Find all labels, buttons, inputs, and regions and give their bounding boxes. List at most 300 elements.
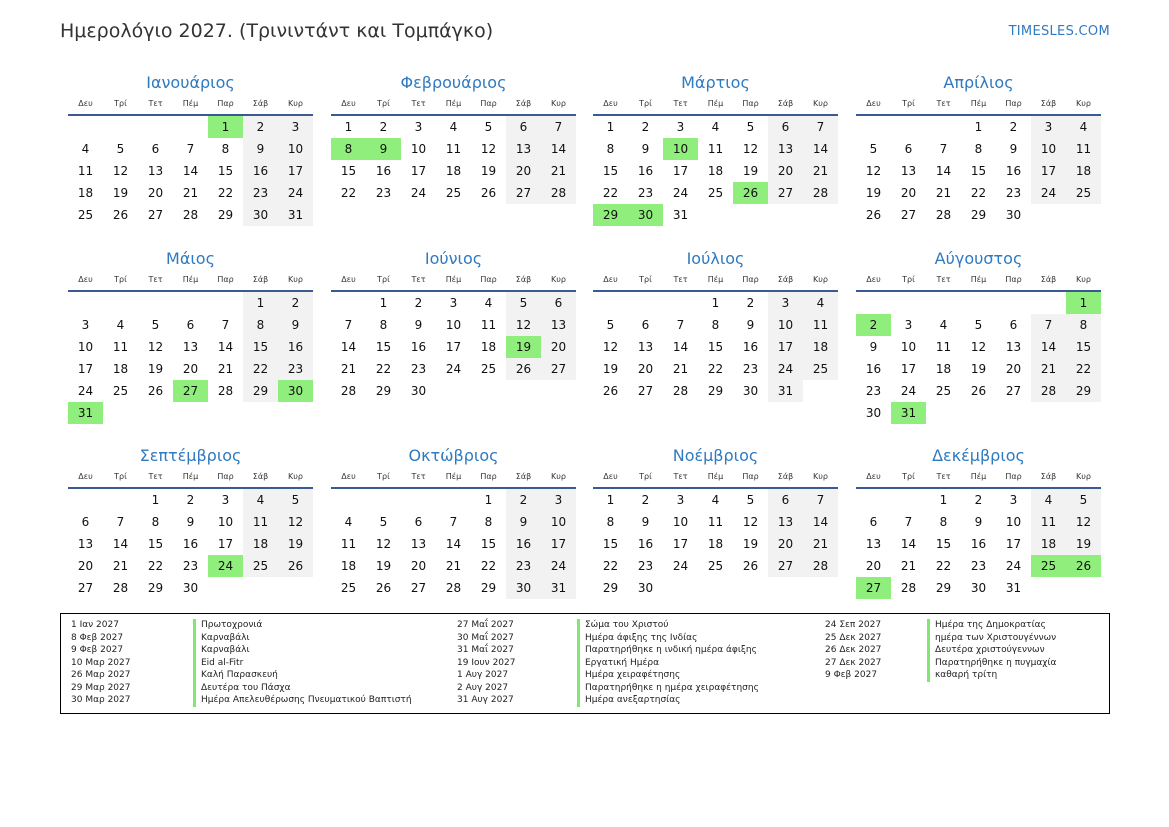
day-cell: 1 bbox=[484, 493, 493, 507]
holiday-date: 9 Φεβ 2027 bbox=[71, 645, 124, 655]
day-cell: 13 bbox=[182, 340, 199, 354]
month-name: Φεβρουάριος bbox=[400, 73, 507, 92]
day-cell: 27 bbox=[541, 358, 576, 380]
weekday-label: Τρί bbox=[639, 99, 652, 108]
weekday-label: Κυρ bbox=[1076, 99, 1091, 108]
day-cell: 11 bbox=[803, 314, 838, 336]
weekday-label: Κυρ bbox=[288, 99, 303, 108]
weekday-label: Σάβ bbox=[252, 99, 269, 108]
day-cell: 11 bbox=[77, 164, 94, 178]
holiday-name: ημέρα των Χριστουγέννων bbox=[927, 632, 1056, 645]
holiday-name: Παρατηρήθηκε η πυγμαχία bbox=[927, 657, 1056, 670]
weekday-label: Σάβ bbox=[252, 472, 269, 481]
day-cell: 7 bbox=[186, 142, 195, 156]
holiday-day-cell: 27 bbox=[173, 380, 208, 402]
day-cell: 17 bbox=[445, 340, 462, 354]
day-grid bbox=[68, 116, 313, 226]
holiday-date: 30 Μαΐ 2027 bbox=[457, 632, 514, 643]
day-cell: 13 bbox=[637, 340, 654, 354]
weekday-label: Τρί bbox=[377, 99, 390, 108]
day-cell: 25 bbox=[243, 555, 278, 577]
holiday-date: 31 Μαΐ 2027 bbox=[457, 645, 514, 655]
day-cell: 6 bbox=[81, 515, 90, 529]
day-cell: 29 bbox=[480, 581, 497, 595]
day-cell: 26 bbox=[112, 208, 129, 222]
day-cell: 27 bbox=[900, 208, 917, 222]
weekday-label: Παρ bbox=[217, 275, 234, 284]
month-block bbox=[68, 248, 313, 424]
day-cell: 27 bbox=[506, 182, 541, 204]
day-cell: 19 bbox=[742, 164, 759, 178]
weekday-label: Τρί bbox=[639, 275, 652, 284]
weekday-label: Δευ bbox=[866, 472, 881, 481]
day-cell: 10 bbox=[1031, 138, 1066, 160]
day-cell: 5 bbox=[746, 120, 755, 134]
day-cell: 10 bbox=[1005, 515, 1022, 529]
day-cell: 13 bbox=[768, 511, 803, 533]
day-cell: 19 bbox=[375, 559, 392, 573]
day-cell: 21 bbox=[112, 559, 129, 573]
day-cell: 27 bbox=[637, 384, 654, 398]
day-cell: 28 bbox=[340, 384, 357, 398]
holiday-day-cell: 27 bbox=[856, 577, 891, 599]
holiday-day-cell: 24 bbox=[208, 555, 243, 577]
day-cell: 28 bbox=[541, 182, 576, 204]
day-cell: 10 bbox=[410, 142, 427, 156]
day-cell: 12 bbox=[506, 314, 541, 336]
holiday-date: 26 Δεκ 2027 bbox=[825, 645, 882, 655]
day-cell: 3 bbox=[278, 116, 313, 138]
day-cell: 14 bbox=[803, 138, 838, 160]
holiday-day-cell: 30 bbox=[628, 204, 663, 226]
holiday-day-cell: 26 bbox=[733, 182, 768, 204]
weekday-label: Πέμ bbox=[182, 472, 199, 481]
empty-cell bbox=[856, 292, 891, 314]
day-cell: 6 bbox=[186, 318, 195, 332]
day-cell: 24 bbox=[541, 555, 576, 577]
day-cell: 29 bbox=[147, 581, 164, 595]
day-cell: 6 bbox=[869, 515, 878, 529]
day-cell: 28 bbox=[182, 208, 199, 222]
day-cell: 7 bbox=[939, 142, 948, 156]
empty-cell bbox=[68, 489, 103, 511]
holiday-date: 29 Μαρ 2027 bbox=[71, 682, 131, 693]
day-cell: 10 bbox=[77, 340, 94, 354]
day-cell: 2 bbox=[186, 493, 195, 507]
day-cell: 21 bbox=[182, 186, 199, 200]
day-cell: 28 bbox=[217, 384, 234, 398]
day-cell: 24 bbox=[672, 186, 689, 200]
day-cell: 15 bbox=[147, 537, 164, 551]
day-cell: 18 bbox=[707, 537, 724, 551]
legend-column bbox=[825, 619, 1056, 682]
legend-row bbox=[825, 669, 1056, 682]
day-cell: 15 bbox=[707, 340, 724, 354]
day-cell: 17 bbox=[900, 362, 917, 376]
legend-row bbox=[457, 657, 759, 670]
holiday-date: 27 Δεκ 2027 bbox=[825, 657, 882, 668]
day-cell: 20 bbox=[182, 362, 199, 376]
day-cell: 22 bbox=[707, 362, 724, 376]
weekday-label: Σάβ bbox=[515, 99, 532, 108]
day-cell: 24 bbox=[1005, 559, 1022, 573]
day-cell: 21 bbox=[672, 362, 689, 376]
day-cell: 23 bbox=[970, 559, 987, 573]
day-cell: 10 bbox=[768, 314, 803, 336]
day-cell: 23 bbox=[742, 362, 759, 376]
day-cell: 30 bbox=[970, 581, 987, 595]
day-cell: 2 bbox=[746, 296, 755, 310]
holiday-date: 26 Μαρ 2027 bbox=[71, 670, 131, 680]
legend-row bbox=[71, 694, 412, 707]
empty-cell bbox=[138, 116, 173, 138]
weekday-label: Δευ bbox=[603, 472, 618, 481]
day-cell: 23 bbox=[375, 186, 392, 200]
day-cell: 11 bbox=[112, 340, 129, 354]
weekday-label: Τετ bbox=[411, 275, 426, 284]
day-cell: 8 bbox=[974, 142, 983, 156]
day-cell: 18 bbox=[340, 559, 357, 573]
day-cell: 20 bbox=[410, 559, 427, 573]
day-cell: 23 bbox=[1005, 186, 1022, 200]
holiday-legend bbox=[60, 613, 1110, 714]
day-cell: 10 bbox=[445, 318, 462, 332]
weekday-label: Παρ bbox=[480, 275, 497, 284]
day-cell: 30 bbox=[243, 204, 278, 226]
day-cell: 22 bbox=[970, 186, 987, 200]
day-cell: 22 bbox=[602, 186, 619, 200]
weekday-label: Τετ bbox=[148, 472, 163, 481]
day-cell: 21 bbox=[340, 362, 357, 376]
day-cell: 4 bbox=[484, 296, 493, 310]
weekday-header bbox=[331, 270, 576, 292]
day-cell: 5 bbox=[869, 142, 878, 156]
weekday-label: Σάβ bbox=[777, 472, 794, 481]
day-cell: 12 bbox=[602, 340, 619, 354]
holiday-date: 31 Αυγ 2027 bbox=[457, 695, 514, 705]
day-cell: 29 bbox=[602, 581, 619, 595]
day-cell: 3 bbox=[81, 318, 90, 332]
holiday-name: Ημέρα χειραφέτησης bbox=[577, 669, 680, 682]
day-grid bbox=[331, 489, 576, 599]
holiday-name: Σώμα του Χριστού bbox=[577, 619, 669, 632]
day-cell: 9 bbox=[641, 142, 650, 156]
day-cell: 28 bbox=[672, 384, 689, 398]
day-cell: 26 bbox=[506, 358, 541, 380]
day-cell: 4 bbox=[1066, 116, 1101, 138]
day-cell: 12 bbox=[742, 515, 759, 529]
weekday-label: Τρί bbox=[639, 472, 652, 481]
day-cell: 8 bbox=[484, 515, 493, 529]
empty-cell bbox=[68, 292, 103, 314]
day-cell: 3 bbox=[1009, 493, 1018, 507]
day-cell: 4 bbox=[344, 515, 353, 529]
weekday-label: Παρ bbox=[742, 275, 759, 284]
day-cell: 17 bbox=[278, 160, 313, 182]
month-block bbox=[68, 72, 313, 226]
day-cell: 13 bbox=[410, 537, 427, 551]
day-grid bbox=[593, 489, 838, 599]
day-cell: 29 bbox=[1066, 380, 1101, 402]
legend-row bbox=[457, 669, 759, 682]
day-cell: 11 bbox=[340, 537, 357, 551]
empty-cell bbox=[173, 116, 208, 138]
day-cell: 5 bbox=[606, 318, 615, 332]
day-cell: 27 bbox=[410, 581, 427, 595]
day-cell: 5 bbox=[1066, 489, 1101, 511]
empty-cell bbox=[366, 489, 401, 511]
weekday-label: Παρ bbox=[1005, 275, 1022, 284]
weekday-label: Τρί bbox=[902, 275, 915, 284]
day-cell: 22 bbox=[217, 186, 234, 200]
weekday-label: Κυρ bbox=[288, 472, 303, 481]
weekday-label: Κυρ bbox=[813, 99, 828, 108]
empty-cell bbox=[926, 116, 961, 138]
day-cell: 4 bbox=[711, 493, 720, 507]
day-cell: 18 bbox=[1031, 533, 1066, 555]
weekday-label: Σάβ bbox=[252, 275, 269, 284]
day-grid bbox=[593, 116, 838, 226]
day-cell: 25 bbox=[480, 362, 497, 376]
day-cell: 13 bbox=[900, 164, 917, 178]
weekday-label: Παρ bbox=[217, 99, 234, 108]
day-cell: 3 bbox=[221, 493, 230, 507]
day-cell: 30 bbox=[182, 581, 199, 595]
empty-cell bbox=[628, 292, 663, 314]
weekday-label: Τετ bbox=[936, 472, 951, 481]
day-cell: 15 bbox=[1066, 336, 1101, 358]
legend-row bbox=[457, 632, 759, 645]
day-cell: 19 bbox=[970, 362, 987, 376]
day-cell: 15 bbox=[375, 340, 392, 354]
day-cell: 30 bbox=[410, 384, 427, 398]
day-cell: 20 bbox=[637, 362, 654, 376]
empty-cell bbox=[1031, 292, 1066, 314]
day-cell: 20 bbox=[900, 186, 917, 200]
empty-cell bbox=[331, 489, 366, 511]
weekday-label: Κυρ bbox=[1076, 472, 1091, 481]
day-cell: 18 bbox=[803, 336, 838, 358]
day-cell: 22 bbox=[147, 559, 164, 573]
holiday-name: Ημέρα Απελευθέρωσης Πνευματικού Βαπτιστή bbox=[193, 694, 412, 707]
day-cell: 2 bbox=[641, 120, 650, 134]
day-cell: 17 bbox=[1031, 160, 1066, 182]
day-cell: 26 bbox=[742, 559, 759, 573]
day-cell: 4 bbox=[1031, 489, 1066, 511]
day-cell: 25 bbox=[707, 186, 724, 200]
legend-row bbox=[457, 619, 759, 632]
day-cell: 24 bbox=[77, 384, 94, 398]
day-cell: 17 bbox=[217, 537, 234, 551]
weekday-label: Δευ bbox=[78, 99, 93, 108]
day-cell: 18 bbox=[77, 186, 94, 200]
day-cell: 16 bbox=[410, 340, 427, 354]
day-cell: 19 bbox=[278, 533, 313, 555]
day-cell: 21 bbox=[217, 362, 234, 376]
holiday-day-cell: 10 bbox=[663, 138, 698, 160]
day-cell: 1 bbox=[939, 493, 948, 507]
legend-column bbox=[457, 619, 759, 707]
day-cell: 19 bbox=[1066, 533, 1101, 555]
holiday-name: Ημέρα άφιξης της Ινδίας bbox=[577, 632, 697, 645]
month-block bbox=[593, 72, 838, 226]
day-cell: 28 bbox=[1031, 380, 1066, 402]
day-cell: 8 bbox=[606, 142, 615, 156]
weekday-label: Τρί bbox=[114, 275, 127, 284]
weekday-label: Τρί bbox=[114, 99, 127, 108]
brand-link[interactable]: TIMESLES.COM bbox=[1008, 24, 1110, 39]
month-block bbox=[68, 445, 313, 599]
weekday-label: Πέμ bbox=[707, 472, 724, 481]
holiday-day-cell: 31 bbox=[891, 402, 926, 424]
empty-cell bbox=[996, 292, 1031, 314]
day-cell: 6 bbox=[541, 292, 576, 314]
day-grid bbox=[331, 292, 576, 402]
day-cell: 5 bbox=[116, 142, 125, 156]
day-cell: 26 bbox=[278, 555, 313, 577]
holiday-name: Δευτέρα χριστούγεννων bbox=[927, 644, 1045, 657]
day-cell: 25 bbox=[935, 384, 952, 398]
legend-row bbox=[457, 644, 759, 657]
weekday-header bbox=[593, 467, 838, 489]
day-cell: 5 bbox=[151, 318, 160, 332]
day-cell: 26 bbox=[602, 384, 619, 398]
day-cell: 25 bbox=[340, 581, 357, 595]
day-cell: 4 bbox=[449, 120, 458, 134]
weekday-label: Παρ bbox=[1005, 472, 1022, 481]
month-name: Ιούλιος bbox=[686, 249, 745, 268]
weekday-label: Σάβ bbox=[1040, 472, 1057, 481]
holiday-day-cell: 2 bbox=[856, 314, 891, 336]
month-block bbox=[856, 445, 1101, 599]
day-cell: 7 bbox=[449, 515, 458, 529]
empty-cell bbox=[856, 116, 891, 138]
day-cell: 14 bbox=[217, 340, 234, 354]
calendar-title: Ημερολόγιο 2027. (Τρινιντάντ και Τομπάγκο) bbox=[60, 20, 494, 42]
day-cell: 23 bbox=[243, 182, 278, 204]
day-cell: 16 bbox=[1005, 164, 1022, 178]
month-block bbox=[331, 445, 576, 599]
day-cell: 8 bbox=[379, 318, 388, 332]
holiday-day-cell: 9 bbox=[366, 138, 401, 160]
day-cell: 7 bbox=[116, 515, 125, 529]
day-cell: 23 bbox=[182, 559, 199, 573]
day-cell: 23 bbox=[637, 559, 654, 573]
day-cell: 12 bbox=[970, 340, 987, 354]
day-cell: 28 bbox=[803, 555, 838, 577]
day-cell: 2 bbox=[379, 120, 388, 134]
month-name: Ιανουάριος bbox=[146, 73, 235, 92]
weekday-header bbox=[331, 94, 576, 116]
day-cell: 28 bbox=[900, 581, 917, 595]
day-cell: 7 bbox=[1031, 314, 1066, 336]
day-cell: 3 bbox=[768, 292, 803, 314]
weekday-label: Σάβ bbox=[1040, 275, 1057, 284]
day-cell: 9 bbox=[641, 515, 650, 529]
day-grid bbox=[593, 292, 838, 402]
day-cell: 26 bbox=[480, 186, 497, 200]
holiday-name: Καλή Παρασκευή bbox=[193, 669, 278, 682]
day-cell: 19 bbox=[147, 362, 164, 376]
day-cell: 20 bbox=[77, 559, 94, 573]
empty-cell bbox=[68, 116, 103, 138]
day-cell: 18 bbox=[1066, 160, 1101, 182]
day-cell: 22 bbox=[375, 362, 392, 376]
day-cell: 23 bbox=[506, 555, 541, 577]
weekday-label: Σάβ bbox=[777, 99, 794, 108]
day-cell: 14 bbox=[672, 340, 689, 354]
weekday-label: Δευ bbox=[341, 275, 356, 284]
legend-column bbox=[71, 619, 412, 707]
day-cell: 20 bbox=[865, 559, 882, 573]
day-cell: 9 bbox=[974, 515, 983, 529]
weekday-header bbox=[856, 94, 1101, 116]
weekday-label: Κυρ bbox=[551, 99, 566, 108]
empty-cell bbox=[208, 292, 243, 314]
empty-cell bbox=[926, 292, 961, 314]
day-cell: 13 bbox=[506, 138, 541, 160]
day-grid bbox=[68, 292, 313, 424]
weekday-label: Τετ bbox=[673, 275, 688, 284]
day-cell: 22 bbox=[340, 186, 357, 200]
empty-cell bbox=[593, 292, 628, 314]
weekday-label: Τρί bbox=[902, 99, 915, 108]
day-cell: 13 bbox=[147, 164, 164, 178]
day-cell: 21 bbox=[541, 160, 576, 182]
legend-row bbox=[457, 694, 759, 707]
holiday-day-cell: 30 bbox=[278, 380, 313, 402]
day-cell: 18 bbox=[445, 164, 462, 178]
day-cell: 8 bbox=[243, 314, 278, 336]
month-name: Ιούνιος bbox=[424, 249, 483, 268]
day-cell: 30 bbox=[865, 406, 882, 420]
day-cell: 6 bbox=[414, 515, 423, 529]
weekday-label: Τρί bbox=[377, 275, 390, 284]
day-cell: 11 bbox=[935, 340, 952, 354]
day-cell: 14 bbox=[900, 537, 917, 551]
holiday-date: 2 Αυγ 2027 bbox=[457, 682, 509, 693]
weekday-label: Κυρ bbox=[551, 275, 566, 284]
day-cell: 17 bbox=[410, 164, 427, 178]
holiday-name: Εργατική Ημέρα bbox=[577, 657, 659, 670]
empty-cell bbox=[401, 489, 436, 511]
day-cell: 18 bbox=[480, 340, 497, 354]
day-cell: 18 bbox=[243, 533, 278, 555]
day-cell: 2 bbox=[414, 296, 423, 310]
legend-row bbox=[825, 619, 1056, 632]
holiday-date: 10 Μαρ 2027 bbox=[71, 657, 131, 668]
month-name: Σεπτέμβριος bbox=[139, 446, 242, 465]
day-cell: 13 bbox=[77, 537, 94, 551]
weekday-header bbox=[68, 270, 313, 292]
day-cell: 13 bbox=[541, 314, 576, 336]
day-cell: 7 bbox=[221, 318, 230, 332]
day-cell: 27 bbox=[77, 581, 94, 595]
day-cell: 9 bbox=[278, 314, 313, 336]
day-cell: 5 bbox=[379, 515, 388, 529]
holiday-day-cell: 26 bbox=[1066, 555, 1101, 577]
day-cell: 13 bbox=[1005, 340, 1022, 354]
weekday-label: Σάβ bbox=[515, 472, 532, 481]
day-cell: 16 bbox=[865, 362, 882, 376]
holiday-name: Δευτέρα του Πάσχα bbox=[193, 682, 291, 695]
day-cell: 2 bbox=[278, 292, 313, 314]
day-cell: 23 bbox=[637, 186, 654, 200]
weekday-label: Δευ bbox=[866, 275, 881, 284]
day-cell: 31 bbox=[541, 577, 576, 599]
day-cell: 28 bbox=[803, 182, 838, 204]
holiday-day-cell: 1 bbox=[208, 116, 243, 138]
